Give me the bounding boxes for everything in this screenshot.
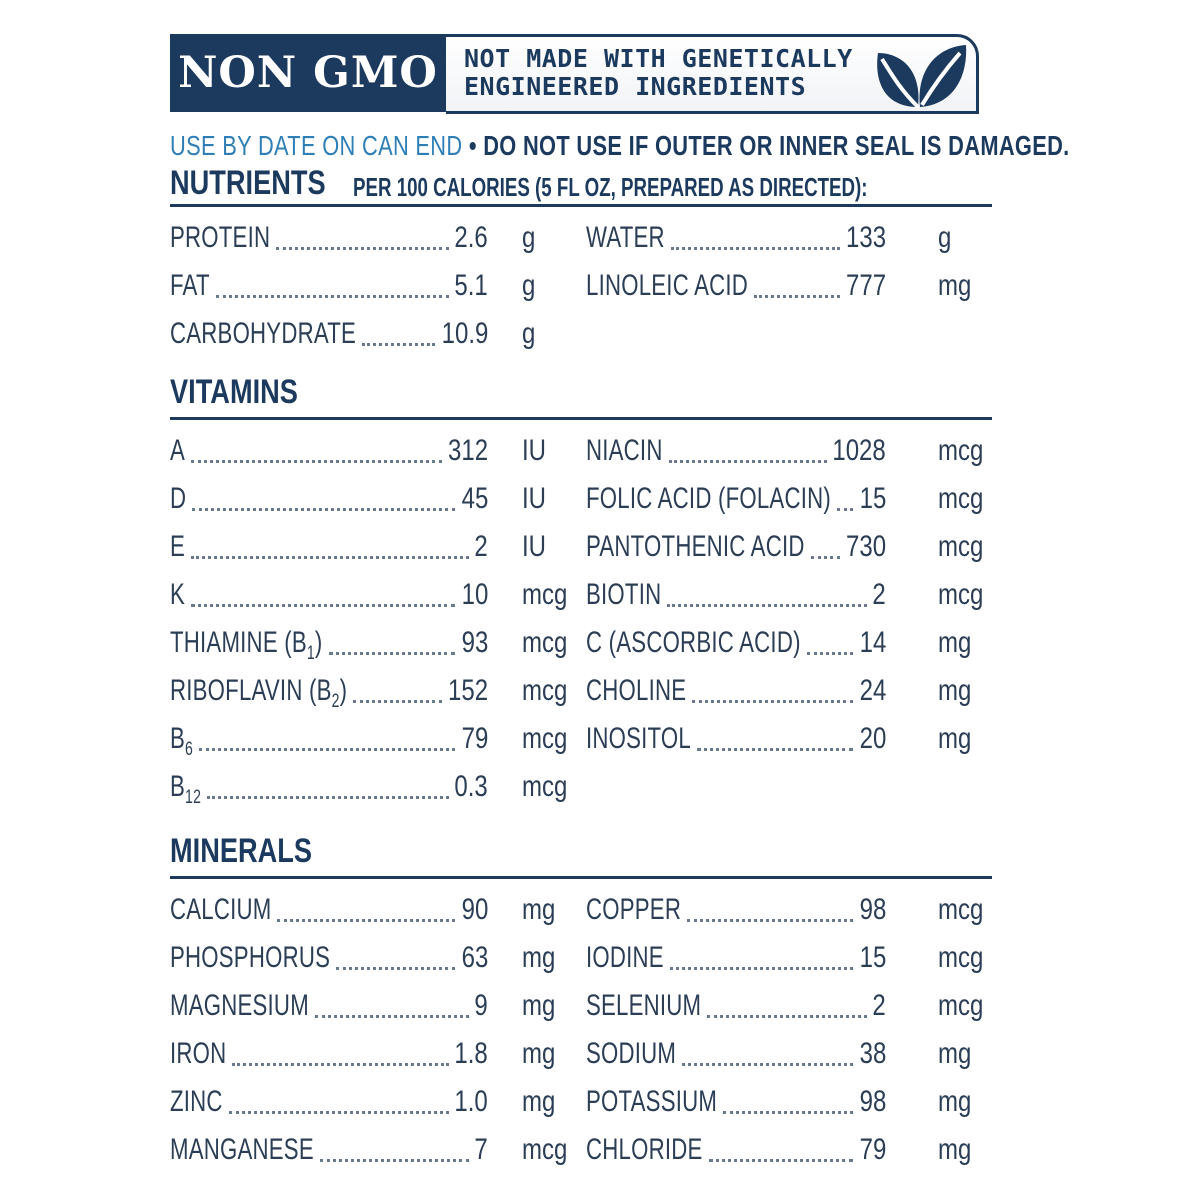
nutrient-value: 20	[859, 722, 886, 755]
nutrient-unit: mg	[522, 1085, 556, 1118]
nutrient-subscript: 6	[185, 739, 194, 760]
nutrient-unit: mg	[938, 722, 972, 755]
nutrient-unit: mcg	[522, 770, 568, 803]
nutrients-header	[170, 164, 992, 207]
nutrient-name	[170, 221, 270, 255]
vitamins-row	[170, 530, 582, 570]
nutrient-name	[586, 434, 663, 468]
vitamins-row	[170, 722, 582, 762]
nutrients-row	[170, 269, 582, 309]
minerals-table	[170, 879, 992, 1179]
nutrient-name-text: MANGANESE	[170, 1133, 314, 1166]
nutrient-value: 152	[447, 674, 488, 707]
leaf-icon	[870, 41, 970, 111]
nutrient-value: 79	[461, 722, 488, 755]
vitamins-row	[170, 578, 582, 618]
nutrient-unit: g	[522, 221, 536, 254]
nutrient-name-text: CALCIUM	[170, 893, 272, 926]
nutrient-unit: mcg	[522, 1133, 568, 1166]
nutrient-name-text: LINOLEIC ACID	[586, 269, 749, 302]
nutrient-value: 1.8	[454, 1037, 488, 1070]
dot-leader	[191, 552, 469, 559]
nutrient-subscript: 1	[306, 643, 315, 664]
nutrient-name-text: WATER	[586, 221, 665, 254]
nutrient-name-text: INOSITOL	[586, 722, 691, 755]
nutrient-value: 14	[859, 626, 886, 659]
dot-leader	[199, 744, 455, 751]
nutrient-name-text: PHOSPHORUS	[170, 941, 331, 974]
nutrient-unit: mcg	[938, 941, 984, 974]
minerals-title: MINERALS	[170, 832, 313, 870]
dot-leader	[277, 915, 455, 922]
nutrients-title: NUTRIENTS	[170, 164, 326, 202]
nutrient-value: 79	[859, 1133, 886, 1166]
nutrient-name-text: FAT	[170, 269, 210, 302]
nutrient-unit: mg	[522, 989, 556, 1022]
dot-leader	[811, 552, 840, 559]
minerals-row	[170, 1037, 582, 1077]
nutrient-value: 730	[845, 530, 886, 563]
minerals-row	[586, 1037, 998, 1077]
nutrient-value: 10.9	[441, 317, 488, 350]
nutrient-name-text: PANTOTHENIC ACID	[586, 530, 805, 563]
nutrient-subscript: 2	[331, 691, 340, 712]
nutrient-unit: mcg	[522, 626, 568, 659]
nutrient-value: 133	[845, 221, 886, 254]
nutrient-name	[586, 674, 686, 708]
nutrient-value: 24	[859, 674, 886, 707]
nutrient-value: 312	[447, 434, 488, 467]
nutrient-name-text: K	[170, 578, 186, 611]
nutrient-name-text: D	[170, 482, 187, 515]
nutrient-value: 45	[461, 482, 488, 515]
nutrient-name-text: SELENIUM	[586, 989, 702, 1022]
dot-leader	[192, 504, 455, 511]
dot-leader	[191, 600, 455, 607]
nutrient-name-text: ZINC	[170, 1085, 223, 1118]
nutrient-value: 63	[461, 941, 488, 974]
vitamins-row	[170, 674, 582, 714]
nutrient-name-text: A	[170, 434, 186, 467]
dot-leader	[315, 1011, 469, 1018]
non-gmo-description	[464, 45, 853, 101]
nutrient-name	[170, 941, 330, 975]
nutrient-value: 90	[461, 893, 488, 926]
nutrient-name-suffix: )	[314, 626, 323, 659]
minerals-row	[586, 941, 998, 981]
nutrient-unit: mcg	[522, 722, 568, 755]
nutrient-name	[170, 317, 356, 351]
nutrient-name-text: C (ASCORBIC ACID)	[586, 626, 801, 659]
nutrient-unit: mg	[938, 269, 972, 302]
nutrient-name-text: RIBOFLAVIN (B	[170, 674, 332, 707]
nutrient-name	[586, 578, 661, 612]
nutrient-name	[586, 722, 691, 756]
nutrient-name-text: E	[170, 530, 186, 563]
nutrient-name-text: PROTEIN	[170, 221, 271, 254]
nutrient-value: 2.6	[454, 221, 488, 254]
nutrient-value: 1.0	[454, 1085, 488, 1118]
seal-warning: DO NOT USE IF OUTER OR INNER SEAL IS DAMAGED.	[483, 130, 1070, 161]
nutrient-unit: mg	[938, 674, 972, 707]
nutrient-name	[170, 434, 185, 468]
nutrient-name	[170, 989, 309, 1023]
nutrition-label	[170, 34, 1070, 1179]
vitamins-row	[170, 770, 582, 810]
nutrient-name-text: CHLORIDE	[586, 1133, 703, 1166]
non-gmo-line-2: ENGINEERED INGREDIENTS	[464, 72, 807, 101]
nutrients-subtitle: PER 100 CALORIES (5 FL OZ, PREPARED AS DIRECTED):	[353, 172, 868, 202]
minerals-row	[170, 1085, 582, 1125]
dot-leader	[723, 1107, 853, 1114]
nutrient-name	[170, 1085, 223, 1119]
nutrient-unit: mcg	[938, 578, 984, 611]
nutrient-name	[586, 221, 665, 255]
nutrient-name-text: FOLIC ACID (FOLACIN)	[586, 482, 831, 515]
nutrient-value: 93	[461, 626, 488, 659]
nutrient-value: 2	[474, 530, 488, 563]
dot-leader	[207, 792, 449, 799]
nutrient-name	[170, 626, 323, 665]
dot-leader	[276, 243, 448, 250]
minerals-row	[586, 989, 998, 1029]
nutrient-name	[586, 893, 681, 927]
dot-leader	[232, 1059, 448, 1066]
minerals-row	[586, 1085, 998, 1125]
vitamins-title: VITAMINS	[170, 373, 298, 411]
nutrient-unit: mcg	[938, 989, 984, 1022]
nutrient-name-text: IODINE	[586, 941, 664, 974]
nutrient-unit: IU	[522, 482, 546, 515]
nutrient-name-text: MAGNESIUM	[170, 989, 309, 1022]
nutrient-name-text: COPPER	[586, 893, 682, 926]
dot-leader	[329, 648, 456, 655]
nutrient-value: 15	[859, 482, 886, 515]
nutrient-name	[170, 530, 185, 564]
nutrient-name	[170, 722, 193, 761]
nutrient-name	[586, 482, 831, 516]
nutrient-name-text: POTASSIUM	[586, 1085, 718, 1118]
nutrient-name	[170, 269, 210, 303]
nutrient-value: 2	[872, 989, 886, 1022]
dot-leader	[667, 600, 866, 607]
dot-leader	[191, 456, 442, 463]
notice-separator: •	[468, 130, 477, 161]
vitamins-row	[586, 530, 998, 570]
nutrient-subscript: 12	[185, 787, 202, 808]
nutrient-value: 98	[859, 893, 886, 926]
dot-leader	[671, 243, 840, 250]
nutrient-unit: mcg	[938, 482, 984, 515]
nutrient-name-text: THIAMINE (B	[170, 626, 307, 659]
nutrient-unit: g	[522, 269, 536, 302]
dot-leader	[669, 456, 827, 463]
vitamins-row	[586, 482, 998, 522]
non-gmo-description-box	[446, 34, 979, 114]
nutrient-name-text: BIOTIN	[586, 578, 662, 611]
nutrient-name	[586, 1133, 703, 1167]
nutrients-row	[586, 269, 998, 309]
dot-leader	[697, 744, 853, 751]
nutrient-unit: mg	[522, 893, 556, 926]
nutrient-unit: mg	[938, 626, 972, 659]
nutrient-name	[586, 269, 748, 303]
nutrient-value: 777	[845, 269, 886, 302]
nutrient-unit: mg	[938, 1085, 972, 1118]
minerals-header	[170, 832, 992, 879]
non-gmo-line-1: NOT MADE WITH GENETICALLY	[464, 44, 853, 73]
nutrient-name	[586, 1037, 676, 1071]
vitamins-row	[586, 674, 998, 714]
nutrient-value: 5.1	[454, 269, 488, 302]
nutrient-unit: mcg	[522, 674, 568, 707]
non-gmo-banner	[170, 34, 982, 114]
nutrient-name	[170, 1037, 226, 1071]
dot-leader	[707, 1011, 866, 1018]
vitamins-row	[586, 722, 998, 762]
nutrients-row	[170, 221, 582, 261]
vitamins-row	[586, 626, 998, 666]
nutrient-name	[170, 1133, 314, 1167]
nutrient-name	[586, 1085, 717, 1119]
nutrient-name-text: B	[170, 770, 186, 803]
nutrient-name	[170, 578, 185, 612]
nutrient-name-text: SODIUM	[586, 1037, 677, 1070]
nutrients-table	[170, 207, 992, 373]
dot-leader	[687, 915, 853, 922]
nutrient-value: 38	[859, 1037, 886, 1070]
nutrient-name-suffix: )	[339, 674, 348, 707]
dot-leader	[807, 648, 854, 655]
nutrient-value: 15	[859, 941, 886, 974]
minerals-row	[586, 893, 998, 933]
nutrient-name-text: CHOLINE	[586, 674, 687, 707]
vitamins-row	[170, 434, 582, 474]
minerals-row	[170, 941, 582, 981]
nutrients-row	[170, 317, 582, 357]
nutrient-unit: g	[522, 317, 536, 350]
dot-leader	[837, 504, 853, 511]
nutrient-value: 7	[474, 1133, 488, 1166]
nutrient-unit: mcg	[938, 434, 984, 467]
vitamins-table	[170, 420, 992, 832]
nutrient-unit: mcg	[938, 530, 984, 563]
nutrient-name	[170, 674, 347, 713]
nutrient-unit: g	[938, 221, 952, 254]
nutrient-name-text: NIACIN	[586, 434, 663, 467]
nutrient-name-text: IRON	[170, 1037, 227, 1070]
vitamins-row	[586, 434, 998, 474]
nutrient-value: 1028	[832, 434, 886, 467]
nutrient-unit: mcg	[522, 578, 568, 611]
nutrient-value: 2	[872, 578, 886, 611]
vitamins-row	[586, 578, 998, 618]
nutrient-name	[586, 989, 701, 1023]
dot-leader	[670, 963, 853, 970]
nutrient-name-text: B	[170, 722, 186, 755]
dot-leader	[216, 291, 449, 298]
nutrient-value: 9	[474, 989, 488, 1022]
dot-leader	[362, 339, 435, 346]
nutrient-unit: mg	[522, 941, 556, 974]
nutrient-value: 10	[461, 578, 488, 611]
minerals-row	[170, 893, 582, 933]
vitamins-row	[170, 482, 582, 522]
nutrient-unit: IU	[522, 434, 546, 467]
nutrient-unit: IU	[522, 530, 546, 563]
nutrient-name	[170, 893, 271, 927]
dot-leader	[692, 696, 853, 703]
nutrient-unit: mcg	[938, 893, 984, 926]
nutrient-value: 98	[859, 1085, 886, 1118]
non-gmo-title: NON GMO	[170, 34, 446, 112]
nutrient-unit: mg	[938, 1037, 972, 1070]
nutrient-name-text: CARBOHYDRATE	[170, 317, 357, 350]
nutrient-name	[586, 941, 664, 975]
nutrient-unit: mg	[522, 1037, 556, 1070]
vitamins-header	[170, 373, 992, 420]
nutrient-name	[586, 626, 801, 660]
dot-leader	[709, 1155, 854, 1162]
dot-leader	[229, 1107, 449, 1114]
dot-leader	[682, 1059, 853, 1066]
dot-leader	[320, 1155, 469, 1162]
use-by-text: USE BY DATE ON CAN END	[170, 130, 463, 161]
minerals-row	[170, 989, 582, 1029]
nutrient-name	[586, 530, 805, 564]
dot-leader	[336, 963, 455, 970]
minerals-row	[170, 1133, 582, 1173]
use-by-notice	[170, 130, 1070, 162]
nutrient-unit: mg	[938, 1133, 972, 1166]
vitamins-row	[170, 626, 582, 666]
nutrient-name	[170, 482, 186, 516]
minerals-row	[586, 1133, 998, 1173]
nutrient-value: 0.3	[454, 770, 488, 803]
dot-leader	[754, 291, 840, 298]
nutrients-row	[586, 221, 998, 261]
nutrient-name	[170, 770, 201, 809]
dot-leader	[353, 696, 442, 703]
